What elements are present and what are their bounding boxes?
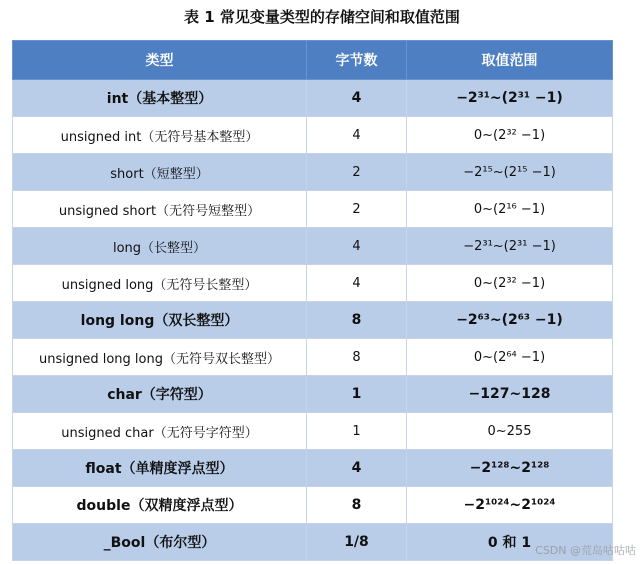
cell-type: unsigned char（无符号字符型） [13,413,307,450]
cell-range: 0~(2³² −1) [407,117,613,154]
cell-type: long long（双长整型） [13,302,307,339]
column-header-range: 取值范围 [407,41,613,80]
cell-type: int（基本整型） [13,80,307,117]
cell-bytes: 8 [307,487,407,524]
cell-type: short（短整型） [13,154,307,191]
table-header-row [13,41,613,80]
cell-type: unsigned int（无符号基本整型） [13,117,307,154]
cell-bytes: 8 [307,302,407,339]
cell-bytes: 4 [307,80,407,117]
cell-bytes: 2 [307,154,407,191]
cell-range: −2³¹~(2³¹ −1) [407,228,613,265]
cell-bytes: 2 [307,191,407,228]
cell-bytes: 8 [307,339,407,376]
cell-type: unsigned long long（无符号双长整型） [13,339,307,376]
cell-range: 0~(2⁶⁴ −1) [407,339,613,376]
cell-type: unsigned short（无符号短整型） [13,191,307,228]
table-row [13,376,613,413]
data-table-container [12,40,612,561]
cell-range: −127~128 [407,376,613,413]
cell-range: −2⁶³~(2⁶³ −1) [407,302,613,339]
table-row [13,524,613,561]
watermark: CSDN @荒岛咕咕咕 [535,544,636,557]
column-header-type: 类型 [13,41,307,80]
cell-bytes: 4 [307,265,407,302]
data-table [12,40,613,561]
cell-type: _Bool（布尔型） [13,524,307,561]
table-row [13,228,613,265]
cell-bytes: 1 [307,376,407,413]
cell-type: char（字符型） [13,376,307,413]
cell-range: −2¹⁰²⁴~2¹⁰²⁴ [407,487,613,524]
table-row [13,302,613,339]
cell-type: float（单精度浮点型） [13,450,307,487]
cell-type: long（长整型） [13,228,307,265]
table-row [13,154,613,191]
table-row [13,450,613,487]
table-row [13,413,613,450]
cell-type: unsigned long（无符号长整型） [13,265,307,302]
cell-bytes: 4 [307,117,407,154]
table-row [13,265,613,302]
cell-range: −2³¹~(2³¹ −1) [407,80,613,117]
cell-type: double（双精度浮点型） [13,487,307,524]
cell-bytes: 4 [307,228,407,265]
table-body [13,80,613,561]
cell-range: 0~(2³² −1) [407,265,613,302]
cell-bytes: 1/8 [307,524,407,561]
cell-range: 0~255 [407,413,613,450]
cell-bytes: 4 [307,450,407,487]
table-row [13,339,613,376]
table-row [13,191,613,228]
cell-range: 0~(2¹⁶ −1) [407,191,613,228]
column-header-bytes: 字节数 [307,41,407,80]
table-caption: 表 1 常见变量类型的存储空间和取值范围 [184,8,460,26]
table-row [13,117,613,154]
cell-range: −2¹⁵~(2¹⁵ −1) [407,154,613,191]
cell-range: −2¹²⁸~2¹²⁸ [407,450,613,487]
table-row [13,487,613,524]
cell-range: 0 和 1 [407,524,613,561]
cell-bytes: 1 [307,413,407,450]
table-row [13,80,613,117]
